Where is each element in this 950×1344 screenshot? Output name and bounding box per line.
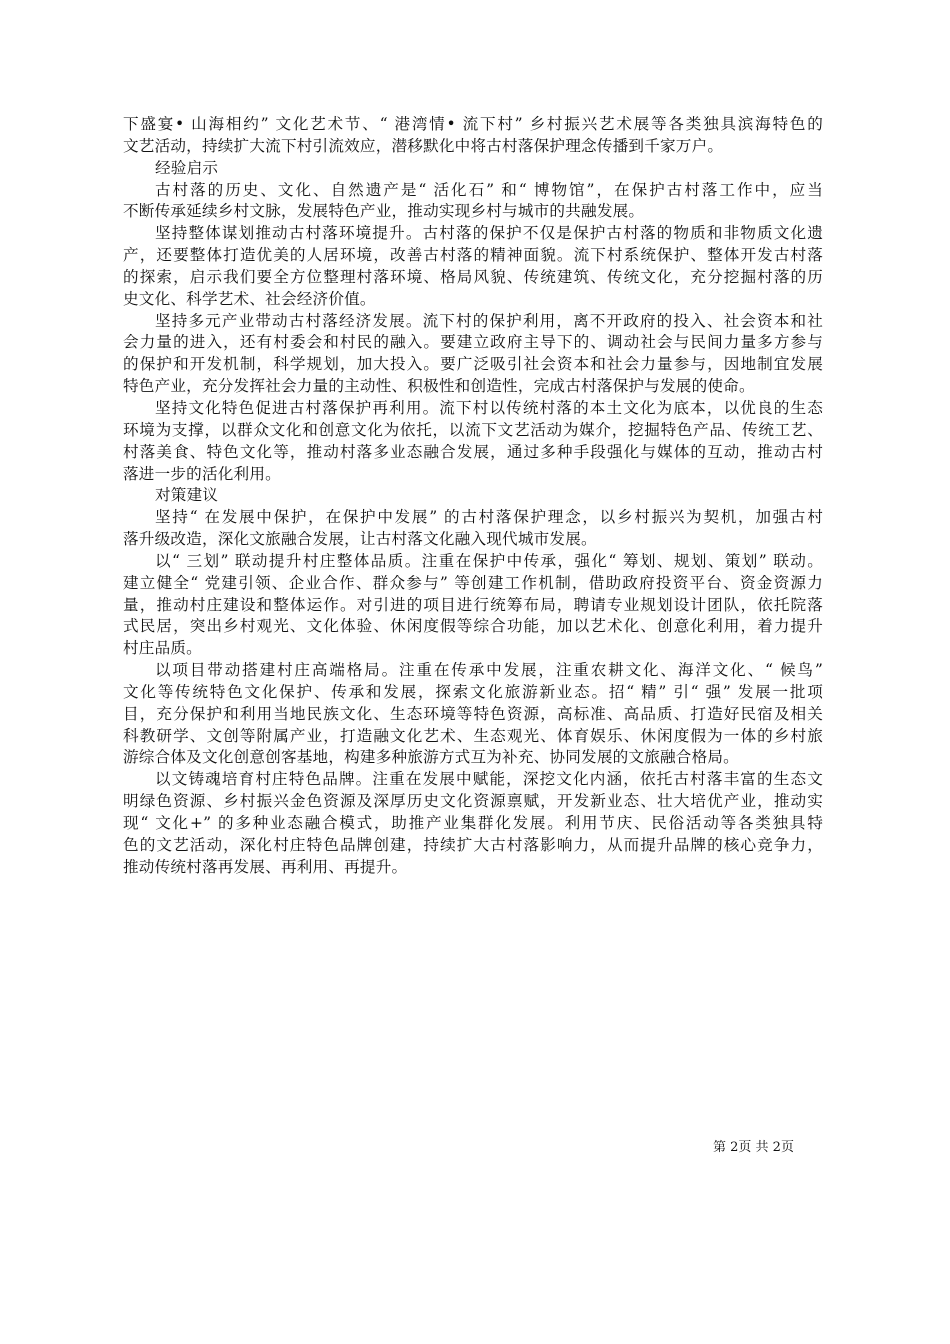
text-line: 坚持多元产业带动古村落经济发展。流下村的保护利用，离不开政府的投入、社会资本和社	[155, 311, 823, 330]
text-line: 环境为支撑，以群众文化和创意文化为依托，以流下文艺活动为媒介，挖掘特色产品、传统工艺、	[123, 420, 823, 439]
paragraph	[123, 223, 823, 310]
section-heading	[123, 485, 823, 507]
text-line: 量，推动村庄建设和整体运作。对引进的项目进行统筹布局，聘请专业规划设计团队，依托院落	[123, 595, 823, 614]
text-line: 的保护和开发机制，科学规划，加大投入。要广泛吸引社会资本和社会力量参与，因地制宜发展	[123, 355, 823, 374]
paragraph	[123, 660, 823, 769]
text-line: 现“ 文化+” 的多种业态融合模式，助推产业集群化发展。利用节庆、民俗活动等各类独具特	[123, 814, 823, 832]
text-line: 对策建议	[155, 486, 219, 505]
text-line: 不断传承延续乡村文脉，发展特色产业，推动实现乡村与城市的共融发展。	[123, 202, 645, 221]
paragraph	[123, 398, 823, 485]
text-line: 产，还要整体打造优美的人居环境，改善古村落的精神面貌。流下村系统保护、整体开发古村落	[123, 246, 823, 265]
paragraph	[123, 507, 823, 551]
text-line: 色的文艺活动，深化村庄特色品牌创建，持续扩大古村落影响力，从而提升品牌的核心竞争力，	[123, 835, 823, 854]
text-line: 下盛宴• 山海相约” 文化艺术节、“ 港湾情• 流下村” 乡村振兴艺术展等各类独具滨海特色的	[123, 115, 823, 133]
text-line: 科教研学、文创等附属产业，打造融文化艺术、生态观光、体育娱乐、休闲度假为一体的乡村旅	[123, 726, 823, 745]
paragraph	[123, 551, 823, 660]
text-line: 目，充分保护和利用当地民族文化、生态环境等特色资源，高标准、高品质、打造好民宿及相关	[123, 704, 823, 723]
text-line: 建立健全“ 党建引领、企业合作、群众参与” 等创建工作机制，借助政府投资平台、资金资源力	[123, 573, 823, 592]
document-body	[123, 114, 823, 879]
paragraph	[123, 180, 823, 224]
text-line: 文艺活动，持续扩大流下村引流效应，潜移默化中将古村落保护理念传播到千家万户。	[123, 136, 724, 155]
text-line: 坚持文化特色促进古村落保护再利用。流下村以传统村落的本土文化为底本，以优良的生态	[155, 398, 823, 417]
text-line: 文化等传统特色文化保护、传承和发展，探索文化旅游新业态。招“ 精” 引“ 强” 发展一批项	[123, 682, 823, 701]
text-line: 村庄品质。	[123, 639, 202, 658]
text-line: 经验启示	[155, 158, 219, 177]
text-line: 会力量的进入，还有村委会和村民的融入。要建立政府主导下的、调动社会与民间力量多方参与	[123, 333, 823, 352]
text-line: 以项目带动搭建村庄高端格局。注重在传承中发展，注重农耕文化、海洋文化、“ 候鸟”	[155, 661, 823, 680]
text-line: 明绿色资源、乡村振兴金色资源及深厚历史文化资源禀赋，开发新业态、壮大培优产业，推动实	[123, 792, 823, 811]
paragraph	[123, 114, 823, 158]
text-line: 落进一步的活化利用。	[123, 464, 281, 483]
text-line: 落升级改造，深化文旅融合发展，让古村落文化融入现代城市发展。	[123, 530, 597, 549]
text-line: 的探索，启示我们要全方位整理村落环境、格局风貌、传统建筑、传统文化，充分挖掘村落的历	[123, 267, 823, 286]
text-line: 以“ 三划” 联动提升村庄整体品质。注重在保护中传承，强化“ 筹划、规划、策划” 联动。	[155, 551, 823, 570]
text-line: 村落美食、特色文化等，推动村落多业态融合发展，通过多种手段强化与媒体的互动，推动古村	[123, 442, 823, 461]
text-line: 特色产业，充分发挥社会力量的主动性、积极性和创造性，完成古村落保护与发展的使命。	[123, 377, 755, 396]
text-line: 推动传统村落再发展、再利用、再提升。	[123, 857, 408, 876]
section-heading	[123, 158, 823, 180]
page-number: 第 2页 共 2页	[713, 1140, 794, 1155]
paragraph	[123, 311, 823, 398]
text-line: 以文铸魂培育村庄特色品牌。注重在发展中赋能，深挖文化内涵，依托古村落丰富的生态文	[155, 770, 823, 789]
text-line: 式民居，突出乡村观光、文化体验、休闲度假等综合功能，加以艺术化、创意化利用，着力提升	[123, 617, 823, 636]
text-line: 游综合体及文化创意创客基地，构建多种旅游方式互为补充、协同发展的文旅融合格局。	[123, 748, 739, 767]
text-line: 坚持整体谋划推动古村落环境提升。古村落的保护不仅是保护古村落的物质和非物质文化遗	[155, 224, 823, 243]
text-line: 史文化、科学艺术、社会经济价值。	[123, 289, 376, 308]
paragraph	[123, 769, 823, 878]
text-line: 古村落的历史、文化、自然遗产是“ 活化石” 和“ 博物馆”，在保护古村落工作中，应当	[155, 180, 823, 199]
text-line: 坚持“ 在发展中保护，在保护中发展” 的古村落保护理念，以乡村振兴为契机，加强古村	[155, 508, 823, 527]
